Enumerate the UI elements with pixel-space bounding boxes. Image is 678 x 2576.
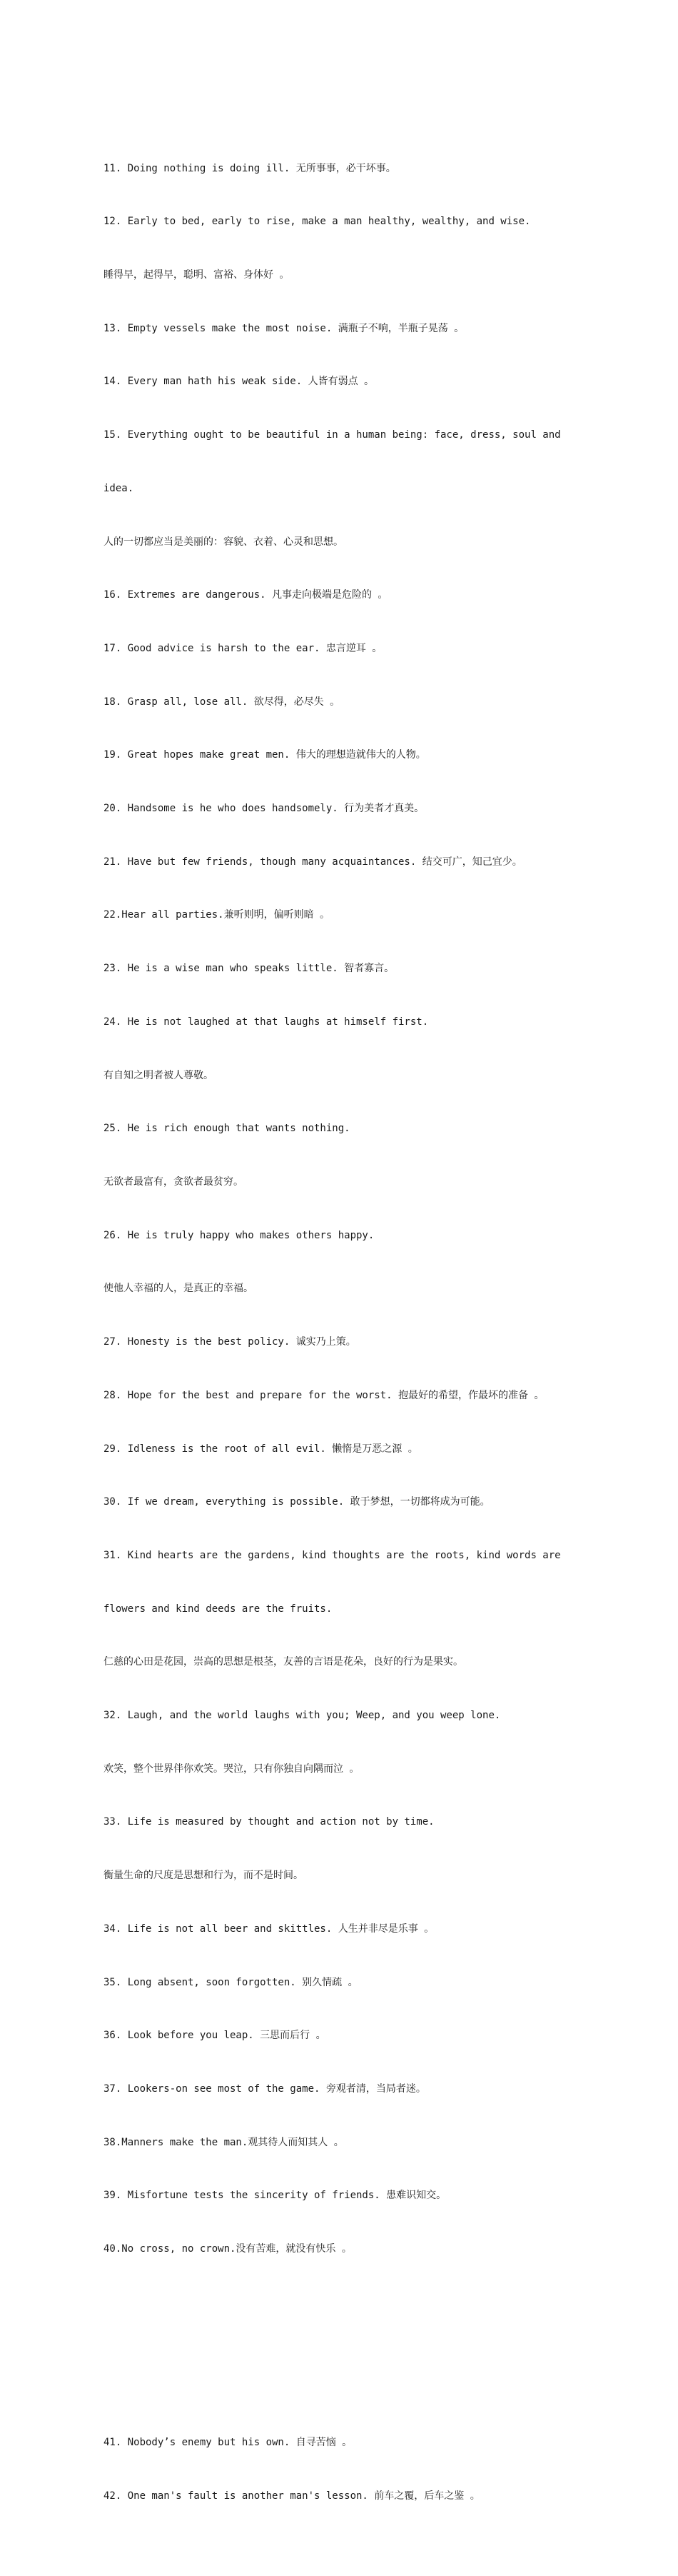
text-line: 睡得早，起得早，聪明、富裕、身体好 。 [103, 269, 290, 281]
text-line: 38.Manners make the man.观其待人而知其人 。 [103, 2136, 344, 2148]
text-line: 28. Hope for the best and prepare for the worst. 抱最好的希望，作最坏的准备 。 [103, 1389, 545, 1401]
text-line: 32. Laugh, and the world laughs with you; Weep, and you weep lone. [103, 1710, 501, 1722]
proverbs-section-1 [103, 124, 575, 2294]
text-line: 有自知之明者被人尊敬。 [103, 1069, 213, 1081]
text-line: 21. Have but few friends, though many acquaintances. 结交可广，知己宜少。 [103, 856, 522, 868]
text-line: 33. Life is measured by thought and action not by time. [103, 1816, 435, 1828]
text-line: 20. Handsome is he who does handsomely. 行为美者才真美。 [103, 803, 425, 815]
text-line: 14. Every man hath his weak side. 人皆有弱点 。 [103, 376, 375, 388]
text-line: 15. Everything ought to be beautiful in a human being: face, dress, soul and [103, 429, 561, 441]
text-line: 17. Good advice is harsh to the ear. 忠言逆耳 。 [103, 642, 383, 654]
text-line: 18. Grasp all, lose all. 欲尽得，必尽失 。 [103, 696, 340, 708]
text-line: 无欲者最富有，贪欲者最贫穷。 [103, 1176, 243, 1188]
proverbs-text [103, 89, 575, 2576]
text-line: 39. Misfortune tests the sincerity of friends. 患难识知交。 [103, 2190, 447, 2202]
text-line: 衡量生命的尺度是思想和行为，而不是时间。 [103, 1870, 303, 1882]
text-line: 12. Early to bed, early to rise, make a man healthy, wealthy, and wise. [103, 216, 531, 228]
text-line: 29. Idleness is the root of all evil. 懒惰是万恶之源 。 [103, 1443, 418, 1455]
text-line: 41. Nobody’s enemy but his own. 自寻苦恼 。 [103, 2437, 353, 2449]
text-line: 24. He is not laughed at that laughs at himself first. [103, 1016, 429, 1028]
text-line: 11. Doing nothing is doing ill. 无所事事，必干坏事。 [103, 162, 396, 174]
text-line: idea. [103, 482, 134, 494]
text-line: 37. Lookers-on see most of the game. 旁观者清，当局者迷。 [103, 2083, 426, 2095]
text-line: 13. Empty vessels make the most noise. 满瓶子不响，半瓶子晃荡 。 [103, 322, 465, 334]
text-line: 使他人幸福的人，是真正的幸福。 [103, 1283, 253, 1295]
text-line: 36. Look before you leap. 三思而后行 。 [103, 2030, 326, 2042]
text-line: 人的一切都应当是美丽的：容貌、衣着、心灵和思想。 [103, 536, 343, 548]
text-line: 40.No cross, no crown.没有苦难，就没有快乐 。 [103, 2243, 352, 2255]
text-line: 23. He is a wise man who speaks little. 智者寡言。 [103, 963, 395, 975]
text-line: 35. Long absent, soon forgotten. 别久情疏 。 [103, 1976, 358, 1988]
text-line: 19. Great hopes make great men. 伟大的理想造就伟大的人物。 [103, 749, 426, 761]
text-line: flowers and kind deeds are the fruits. [103, 1603, 333, 1615]
text-line: 25. He is rich enough that wants nothing. [103, 1123, 350, 1135]
text-line: 27. Honesty is the best policy. 诚实乃上策。 [103, 1336, 356, 1348]
paragraph-gap [103, 2330, 575, 2363]
text-line: 42. One man's fault is another man's lesson. 前车之覆，后车之鉴 。 [103, 2490, 480, 2502]
text-line: 26. He is truly happy who makes others happy. [103, 1229, 375, 1241]
text-line: 31. Kind hearts are the gardens, kind thoughts are the roots, kind words are [103, 1549, 561, 1561]
text-line: 仁慈的心田是花园，崇高的思想是根茎，友善的言语是花朵，良好的行为是果实。 [103, 1656, 463, 1668]
text-line: 22.Hear all parties.兼听则明，偏听则暗 。 [103, 909, 330, 921]
text-line: 16. Extremes are dangerous. 凡事走向极端是危险的 。 [103, 589, 388, 601]
text-line: 30. If we dream, everything is possible. 敢于梦想，一切都将成为可能。 [103, 1496, 490, 1508]
text-line: 欢笑，整个世界伴你欢笑。哭泣，只有你独自向隅而泣 。 [103, 1763, 360, 1775]
text-line: 34. Life is not all beer and skittles. 人生并非尽是乐事 。 [103, 1923, 435, 1935]
proverbs-section-2 [103, 2398, 575, 2540]
